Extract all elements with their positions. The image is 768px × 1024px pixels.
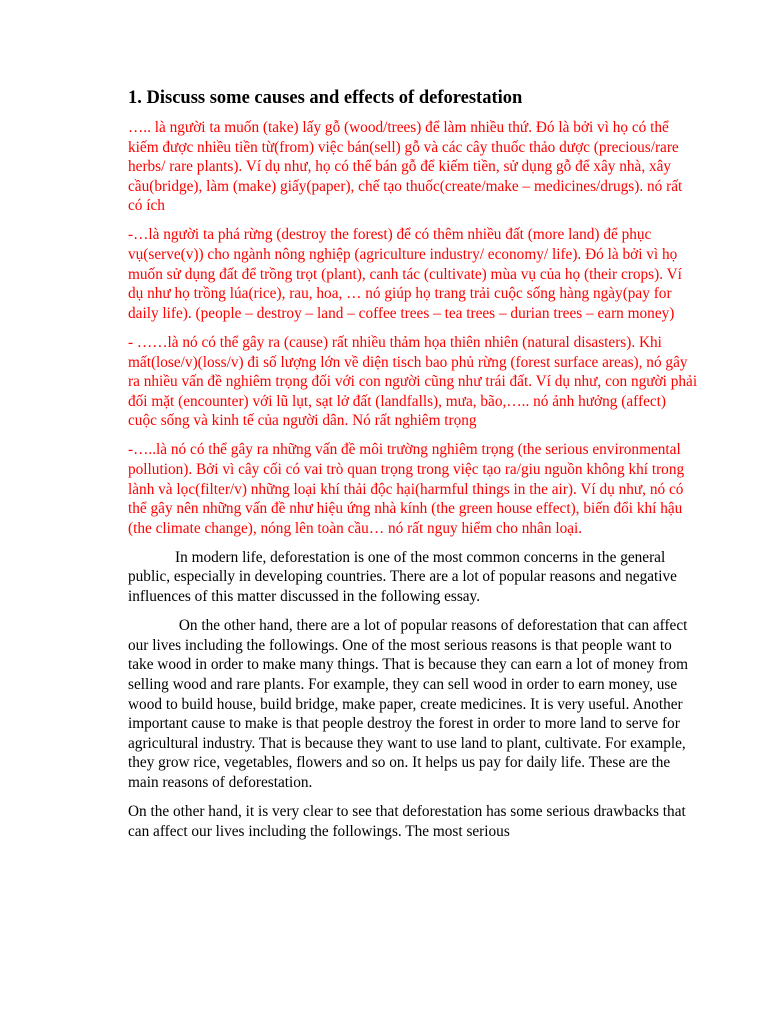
note-paragraph-4: -…..là nó có thể gây ra những vấn đề môi trường nghiêm trọng (the serious environmental pollution). Bởi vì cây cối có vai trò quan trọng trong việc tạo ra/giu nguồn không khí trong lành và lọc(filter/v) những loại khí thải độc hại(harmful things in the air). Ví dụ như, nó có thể gây nên những vấn đề như hiệu ứng nhà kính (the green house effect), biến đổi khí hậu (the climate change), nóng lên toàn cầu… nó rất nguy hiểm cho nhân loại. — [128, 441, 685, 537]
essay-paragraph-2: On the other hand, there are a lot of popular reasons of deforestation that can affect our lives including the followings. One of the most serious reasons is that people want to take wood in order to make many things. That is because they can earn a lot of money from selling wood and rare plants. For example, they can sell wood in order to earn money, use wood to build house, build bridge, make paper, create medicines. It is very useful. Another important cause to make is that people destroy the forest in order to more land to serve for agricultural industry. That is because they want to use land to plant, cultivate. For example, they grow rice, vegetables, flowers and so on. It helps us pay for daily life. These are the main reasons of deforestation. — [128, 617, 692, 791]
essay-paragraph-3: On the other hand, it is very clear to see that deforestation has some serious drawbacks that can affect our lives including the followings. The most serious — [128, 803, 686, 840]
document-page — [128, 86, 698, 851]
page-title: 1. Discuss some causes and effects of deforestation — [128, 88, 523, 108]
note-paragraph-1: ….. là người ta muốn (take) lấy gỗ (wood/trees) để làm nhiều thứ. Đó là bởi vì họ có thể kiếm được nhiều tiền từ(from) việc bán(sell) gỗ và các cây thuốc thảo dược (precious/rare herbs/ rare plants). Ví dụ như, họ có thể bán gỗ để kiếm tiền, sử dụng gỗ để xây nhà, xây cầu(bridge), làm (make) giấy(paper), chế tạo thuốc(create/make – medicines/drugs). nó rất có ích — [128, 119, 683, 215]
note-paragraph-3: - ……là nó có thể gây ra (cause) rất nhiều thảm họa thiên nhiên (natural disasters). Khi mất(lose/v)(loss/v) đi số lượng lớn về diện tisch bao phủ rừng (forest surface areas), nó gây ra nhiều vấn đề nghiêm trọng đối với con người cũng như trái đất. Ví dụ như, con người phải đối mặt (encounter) với lũ lụt, sạt lở đất (landfalls), mưa, bão,….. nó ảnh hưởng (affect) cuộc sống và kinh tế của người dân. Nó rất nghiêm trọng — [128, 333, 698, 430]
note-paragraph-2: -…là người ta phá rừng (destroy the forest) để có thêm nhiều đất (more land) để phục vụ(serve(v)) cho ngành nông nghiệp (agriculture industry/ economy/ life). Đó là bởi vì họ muốn sử dụng đất để trồng trọt (plant), canh tác (cultivate) mùa vụ của họ (their crops). Ví dụ như họ trồng lúa(rice), rau, hoa, … nó giúp họ trang trải cuộc sống hàng ngày(pay for daily life). (people – destroy – land – coffee trees – tea trees – durian trees – earn money) — [128, 226, 682, 322]
essay-paragraph-1: In modern life, deforestation is one of the most common concerns in the general public, especially in developing countries. There are a lot of popular reasons and negative influences of this matter discussed in the following essay. — [128, 548, 677, 606]
